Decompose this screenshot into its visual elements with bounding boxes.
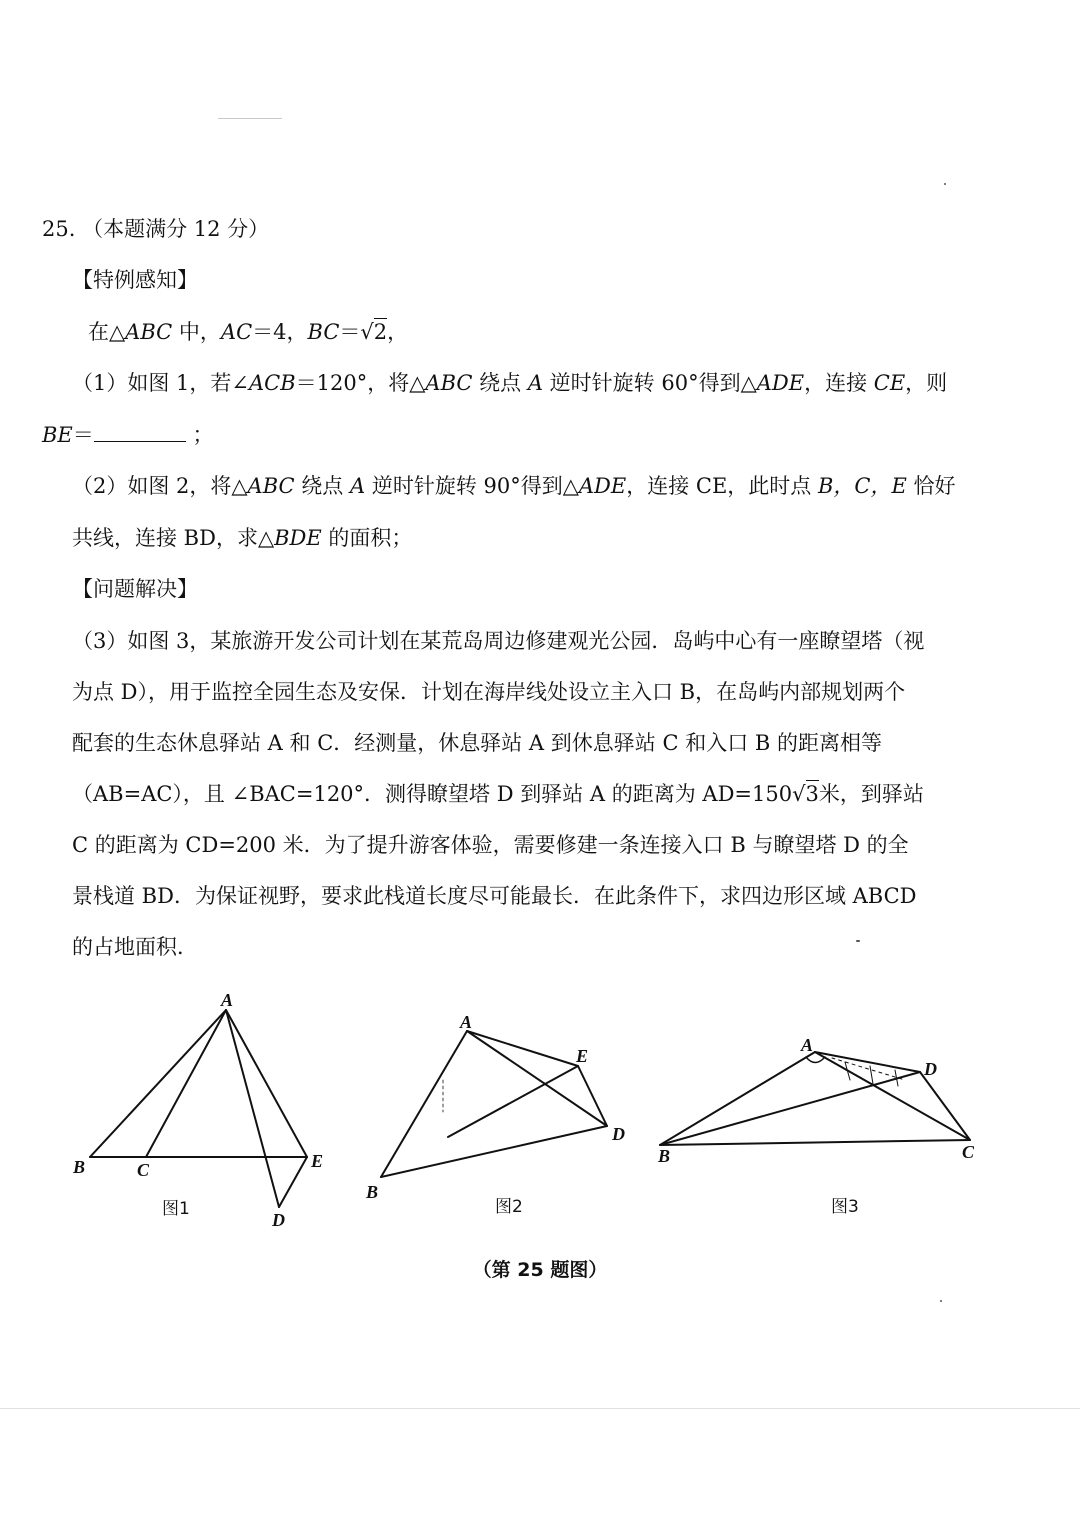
segment-ab: [381, 1031, 467, 1177]
segment-bd: [660, 1072, 920, 1145]
math-ac: AC: [220, 320, 253, 344]
text-run: （2）如图 2，将△: [72, 474, 248, 498]
fig2-label-b: B: [366, 1182, 379, 1202]
text-run: ；: [185, 423, 214, 447]
math-bc: BC: [307, 320, 340, 344]
fig3-label-b: B: [658, 1146, 671, 1166]
text-run: （AB=AC），且 ∠BAC=120°．测得瞭望塔 D 到驿站 A 的距离为 AD=150: [72, 782, 793, 806]
question-3-line6: 景栈道 BD．为保证视野，要求此栈道长度尽可能最长．在此条件下，求四边形区域 ABCD: [72, 884, 917, 908]
text-run: 绕点: [294, 474, 350, 498]
fig1-label-a: A: [221, 990, 234, 1010]
text-run: ，则: [905, 371, 948, 395]
math-a: A: [527, 371, 543, 395]
fig3-label-a: A: [801, 1035, 814, 1055]
text-run: 中，: [172, 320, 221, 344]
text-run: ＝120°，将△: [295, 371, 426, 395]
segment-ae: [467, 1031, 578, 1066]
section-problem-solving: 【问题解决】: [72, 577, 198, 601]
text-run: 米，到驿站: [818, 782, 924, 806]
math-abc: ABC: [425, 371, 473, 395]
sqrt-sign: √: [360, 320, 374, 344]
math-acb: ACB: [249, 371, 296, 395]
math-ade: ADE: [578, 474, 627, 498]
question-3-line7: 的占地面积．: [72, 935, 198, 959]
text-run: ＝: [72, 423, 94, 447]
section-special-case: 【特例感知】: [72, 268, 198, 292]
text-run: ＝4，: [252, 320, 308, 344]
text-run: 恰好: [906, 474, 956, 498]
text-run: 逆时针旋转 60°得到△: [543, 371, 757, 395]
hatch-mark: [870, 1066, 873, 1084]
segment-ce: [448, 1066, 578, 1137]
problem-header: 25. （本题满分 12 分）: [42, 217, 270, 241]
segment-ad: [226, 1010, 279, 1207]
segment-ae: [226, 1010, 307, 1157]
math-points: B，C，E: [817, 474, 907, 498]
math-ce: CE: [873, 371, 906, 395]
fig3-label-d: D: [924, 1059, 937, 1079]
sqrt-arg: 3: [805, 782, 819, 806]
text-run: 逆时针旋转 90°得到△: [365, 474, 579, 498]
segment-ed: [279, 1157, 307, 1207]
math-abc: ABC: [247, 474, 295, 498]
fig1-label-d: D: [272, 1210, 285, 1230]
sqrt-arg: 2: [373, 320, 388, 344]
question-3-line3: 配套的生态休息驿站 A 和 C．经测量，休息驿站 A 到休息驿站 C 和入口 B 的距离相等: [72, 731, 882, 755]
bottom-rule: [0, 1408, 1080, 1409]
figure-2: [381, 1031, 607, 1177]
question-3-line1: （3）如图 3，某旅游开发公司计划在某荒岛周边修建观光公园．岛屿中心有一座瞭望塔（视: [72, 629, 925, 653]
text-run: ＝: [339, 320, 361, 344]
question-3-line5: C 的距离为 CD=200 米．为了提升游客体验，需要修建一条连接入口 B 与瞭望塔 D 的全: [72, 833, 909, 857]
segment-dc: [920, 1072, 970, 1140]
fig1-label-b: B: [73, 1157, 86, 1177]
text-run: ，连接: [804, 371, 874, 395]
figure-title: （第 25 题图）: [472, 1259, 608, 1281]
text-run: 的面积；: [321, 526, 413, 550]
segment-ac: [815, 1052, 970, 1140]
text-run: ，连接 CE，此时点: [626, 474, 818, 498]
fig3-caption: 图3: [831, 1197, 859, 1217]
math-a: A: [349, 474, 366, 498]
math-be: BE: [42, 423, 73, 447]
segment-bd: [381, 1126, 607, 1177]
fig3-label-c: C: [962, 1142, 975, 1162]
text-run: （1）如图 1，若∠: [72, 371, 249, 395]
fig2-label-a: A: [460, 1012, 473, 1032]
text-run: 绕点: [472, 371, 528, 395]
question-3-line2: 为点 D），用于监控全园生态及安保．计划在海岸线处设立主入口 B，在岛屿内部规划两个: [72, 680, 906, 704]
text-run: 共线，连接 BD，求△: [72, 526, 275, 550]
math-bde: BDE: [274, 526, 322, 550]
figure-1: [90, 1010, 307, 1207]
sqrt-sign: √: [792, 782, 806, 806]
angle-arc: [806, 1057, 825, 1063]
text-run: ，: [387, 320, 409, 344]
fig1-label-e: E: [311, 1151, 324, 1171]
fig2-label-d: D: [612, 1124, 625, 1144]
math-ade: ADE: [756, 371, 805, 395]
fig2-caption: 图2: [495, 1197, 523, 1217]
segment-ab: [660, 1052, 815, 1145]
math-abc: ABC: [125, 320, 173, 344]
segment-bc: [660, 1140, 970, 1145]
fig2-label-e: E: [576, 1046, 589, 1066]
fig1-label-c: C: [137, 1160, 150, 1180]
text-run: 在△: [88, 320, 126, 344]
fig1-caption: 图1: [162, 1199, 190, 1219]
